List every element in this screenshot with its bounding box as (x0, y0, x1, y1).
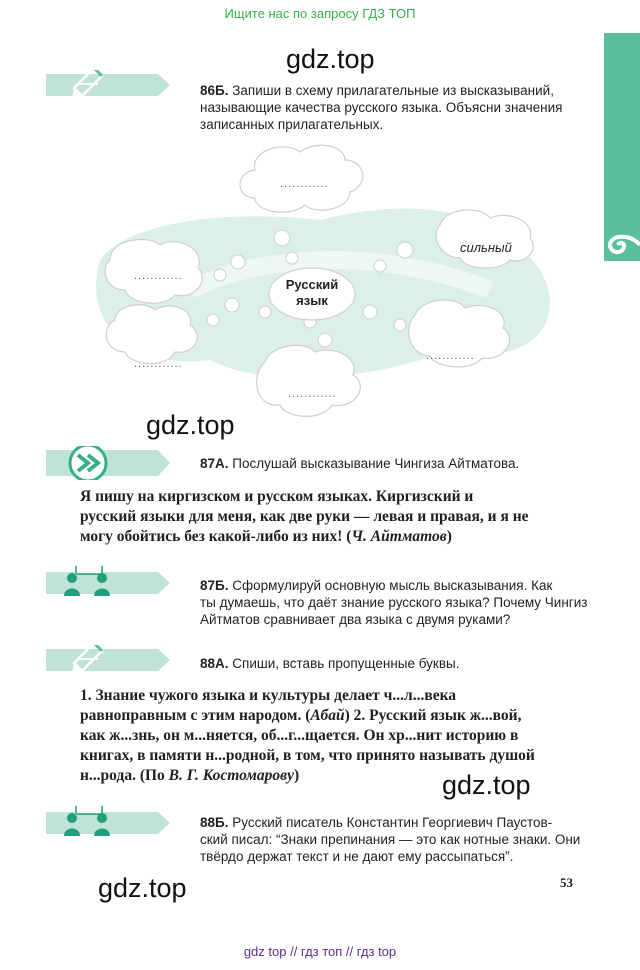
text-line: Послушай высказывание Чингиза Айтматова. (228, 456, 520, 471)
text-88 (80, 686, 590, 786)
exercise-87b (200, 577, 590, 628)
listen-task-icon (46, 446, 172, 476)
quote-line: русский языки для меня, как две руки — левая и правая, и я не (80, 508, 529, 525)
text-line (80, 766, 590, 786)
text-part: ) (293, 767, 300, 784)
text-author: В. Г. Костомарову (168, 767, 294, 784)
text-line: 1. Знание чужого языка и культуры делает ч...л...века (80, 687, 457, 704)
text-line: записанных прилагательных. (200, 117, 384, 132)
blank-slot: ............ (134, 358, 183, 370)
discuss-task-icon (46, 806, 172, 836)
text-part: равноправным с этим народом. ( (80, 707, 311, 724)
page-number: 53 (560, 875, 573, 890)
text-line: книгах, в памяти н...родной, в том, что принято называть душой (80, 747, 535, 764)
exercise-number: 87А. (200, 456, 229, 471)
cloud-diagram (70, 140, 570, 440)
center-word-line: язык (296, 293, 328, 308)
watermark: gdz.top (442, 770, 531, 800)
watermark: gdz.top (98, 873, 187, 903)
text-line (80, 706, 590, 726)
text-line: ский писал: “Знаки препинания — это как нотные знаки. Они (200, 832, 581, 847)
exercise-number: 87Б. (200, 578, 229, 593)
swirl-icon (604, 229, 640, 261)
top-banner[interactable]: Ищите нас по запросу ГДЗ ТОП (224, 6, 416, 21)
text-part: ) 2. Русский язык ж...вой, (344, 707, 522, 724)
text-line: ты думаешь, что даёт знание русского языка? Почему Чингиз (200, 595, 588, 610)
exercise-number: 88А. (200, 656, 229, 671)
text-line: Айтматов сравнивает два языка с двумя руками? (200, 612, 511, 627)
text-line: как ж...знь, он м...няется, об...г...щается. Он хр...нит историю в (80, 727, 519, 744)
quote-author: Ч. Айтматов (351, 528, 447, 545)
text-line: твёрдо держат текст и не дают ему рассыпаться”. (200, 849, 514, 864)
write-task-icon (46, 645, 172, 675)
filled-word: сильный (460, 240, 512, 255)
text-line: Сформулируй основную мысль высказывания. Как (228, 578, 553, 593)
center-word (269, 277, 355, 309)
blank-slot: ............ (426, 350, 475, 362)
text-line: Запиши в схему прилагательные из высказываний, (228, 83, 554, 98)
quote-line (80, 527, 590, 547)
blank-slot: ............ (134, 270, 183, 282)
exercise-number: 88Б. (200, 815, 229, 830)
text-line: называющие качества русского языка. Объясни значения (200, 100, 563, 115)
quote-87 (80, 487, 590, 547)
center-word-line: Русский (285, 277, 339, 292)
text-author: Абай (310, 707, 345, 724)
blank-slot: ............ (280, 178, 329, 190)
exercise-number: 86Б. (200, 83, 229, 98)
write-task-icon (46, 70, 172, 100)
quote-line: Я пишу на киргизском и русском языках. Киргизский и (80, 488, 474, 505)
blank-slot: ............ (288, 388, 337, 400)
bottom-banner[interactable]: gdz top // гдз топ // гдз top (243, 944, 397, 959)
watermark: gdz.top (286, 44, 375, 74)
text-line: Спиши, вставь пропущенные буквы. (228, 656, 460, 671)
text-part: н...рода. (По (80, 767, 169, 784)
discuss-task-icon (46, 566, 172, 596)
exercise-87a (200, 455, 580, 472)
quote-text: ) (446, 528, 452, 545)
side-tab (604, 33, 640, 261)
watermark: gdz.top (146, 410, 235, 440)
quote-text: могу обойтись без какой-либо из них! ( (80, 528, 352, 545)
exercise-88a (200, 655, 580, 672)
text-line: Русский писатель Константин Георгиевич Паустов- (228, 815, 553, 830)
exercise-86b (200, 82, 580, 133)
exercise-88b (200, 814, 590, 865)
